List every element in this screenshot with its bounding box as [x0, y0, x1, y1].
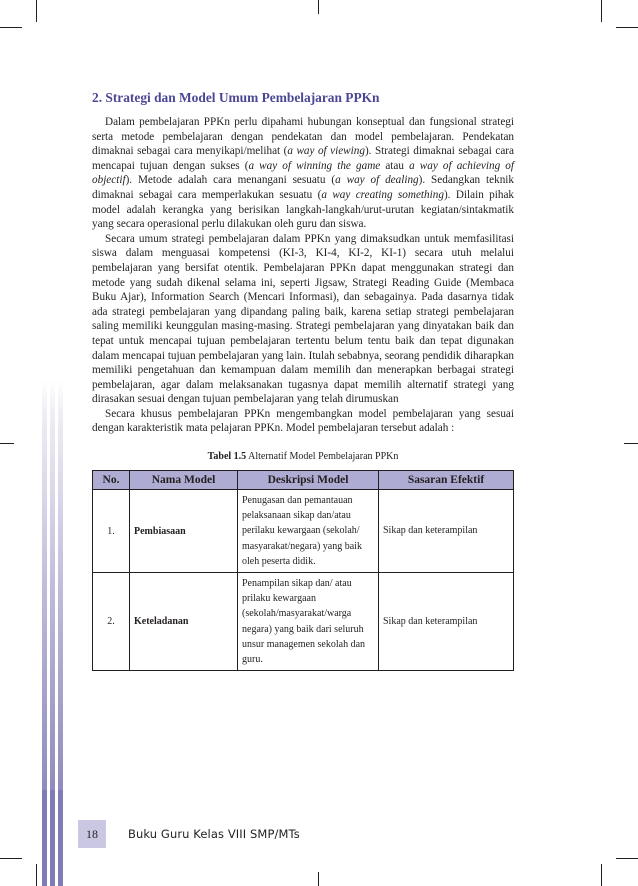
side-bar — [50, 380, 55, 790]
table-row — [93, 490, 514, 573]
page-content — [92, 90, 514, 671]
side-bar — [50, 790, 55, 886]
page-number: 18 — [78, 820, 106, 848]
header-deskripsi-model: Deskripsi Model — [238, 471, 379, 490]
cell-no: 2. — [93, 573, 130, 671]
crop-mark — [318, 0, 319, 14]
header-nama-model: Nama Model — [130, 471, 238, 490]
page-footer — [78, 820, 318, 848]
header-no: No. — [93, 471, 130, 490]
cell-no: 1. — [93, 490, 130, 573]
cell-sasaran: Sikap dan keterampilan — [379, 573, 514, 671]
paragraph-2: Secara umum strategi pembelajaran dalam PPKn yang dimaksudkan untuk memfasilitasi siswa dalam menguasai kompetensi (KI-3, KI-4, KI-2, KI-1) secara utuh melalui pembelajaran yang bersifat otentik. Pembelajaran PPKn dapat menggunakan strategi dan metode yang sudah dikenal selama ini, seperti Jigsaw, Strategi Reading Guide (Membaca Buku Ajar), Information Search (Mencari Informasi), dan sebagainya. Pada dasarnya tidak ada strategi pembelajaran yang dipandang paling baik, karena setiap strategi pembelajaran saling memiliki keunggulan masing-masing. Strategi pembelajaran yang dinyatakan baik dan tepat untuk mencapai tujuan pembelajaran tertentu belum tentu baik dan tepat digunakan dalam mencapai tujuan pembelajaran yang lain. Itulah sebabnya, seorang pendidik diharapkan memiliki pengetahuan dan kemampuan dalam memilih dan menerapkan berbagai strategi pembelajaran, agar dalam melaksanakan tugasnya dapat memilih alternatif strategi yang dirasakan sesuai dengan tujuan pembelajaran yang telah dirumuskan — [92, 232, 514, 406]
section-title: 2. Strategi dan Model Umum Pembelajaran PPKn — [92, 90, 380, 105]
model-table — [92, 470, 514, 671]
cell-sasaran: Sikap dan keterampilan — [379, 490, 514, 573]
paragraph-1: Dalam pembelajaran PPKn perlu dipahami hubungan konseptual dan fungsional strategi serta metode pembelajaran dengan pendekatan dan model pembelajaran. Pendekatan dimaknai sebagai cara menyikapi/melihat (a way of viewing). Strategi dimaknai sebagai cara mencapai tujuan dengan sukses (a way of winning the game atau a way of achieving of objectif). Metode adalah cara menangani sesuatu (a way of dealing). Sedangkan teknik dimaknai sebagai cara memperlakukan sesuatu (a way creating something). Dilain pihak model adalah kerangka yang berisikan langkah-langkah/urut-urutan kegiatan/sintakmatik yang secara operasional perlu dilakukan oleh guru dan siswa. — [92, 116, 515, 231]
table-header-row — [93, 471, 514, 490]
header-sasaran-efektif: Sasaran Efektif — [379, 471, 514, 490]
cell-deskripsi: Penugasan dan pemantauan pelaksanaan sikap dan/atau perilaku kewargaan (sekolah/ masyarakat/negara) yang baik oleh peserta didik. — [238, 490, 379, 573]
book-title: Buku Guru Kelas VIII SMP/MTs — [128, 827, 300, 841]
table-row — [93, 573, 514, 671]
cell-nama: Keteladanan — [130, 573, 238, 671]
decorative-side-bars — [0, 0, 60, 886]
side-bar — [42, 790, 47, 886]
crop-mark — [318, 872, 319, 886]
crop-mark — [624, 443, 638, 444]
crop-mark — [601, 0, 602, 22]
cell-nama: Pembiasaan — [130, 490, 238, 573]
paragraph-3: Secara khusus pembelajaran PPKn mengembangkan model pembelajaran yang sesuai dengan karakteristik mata pelajaran PPKn. Model pembelajaran tersebut adalah : — [92, 407, 514, 435]
crop-mark — [601, 864, 602, 886]
side-bar — [42, 380, 47, 790]
side-bar — [58, 380, 63, 790]
crop-mark — [616, 27, 638, 28]
table-caption: Tabel 1.5 Alternatif Model Pembelajaran PPKn — [207, 451, 399, 463]
side-bar — [58, 790, 63, 886]
crop-mark — [616, 858, 638, 859]
cell-deskripsi: Penampilan sikap dan/ atau prilaku kewargaan (sekolah/masyarakat/warga negara) yang baik dari seluruh unsur managemen sekolah dan guru. — [238, 573, 379, 671]
